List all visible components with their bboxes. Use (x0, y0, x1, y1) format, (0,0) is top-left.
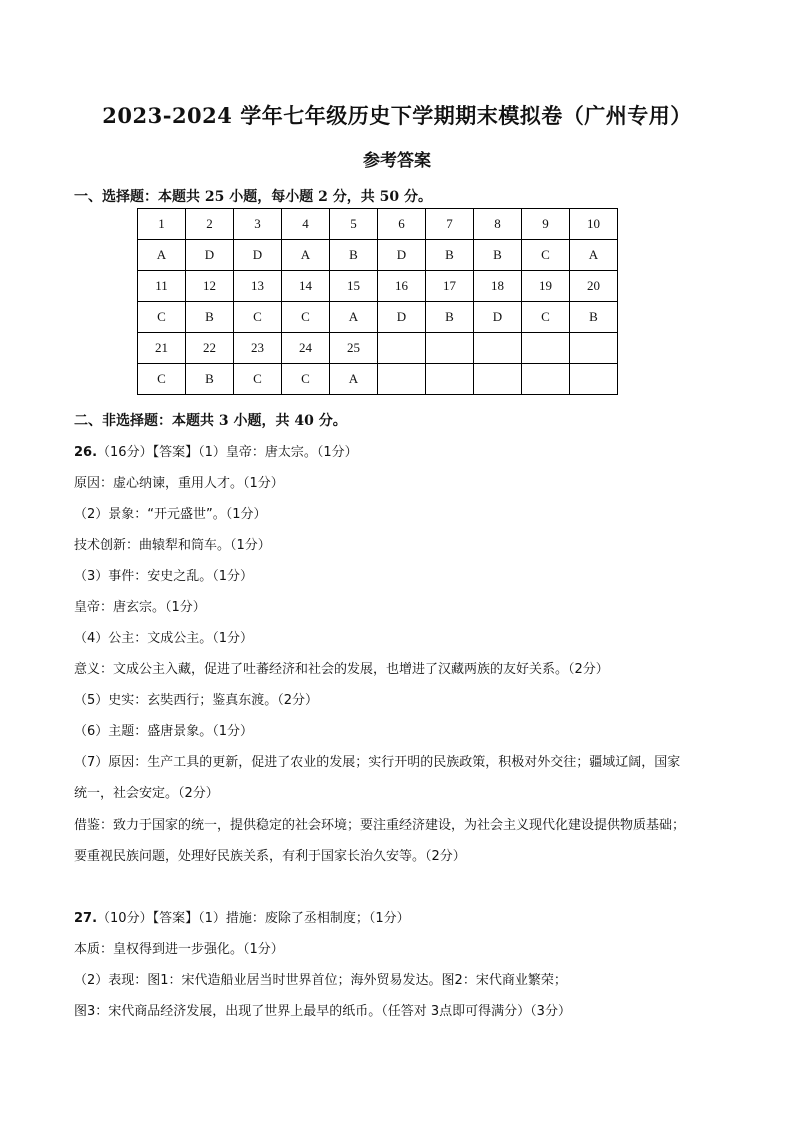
answer-letter-cell: A (570, 240, 618, 271)
q26-number: 26. (74, 445, 98, 460)
q26-answer-line: （7）原因：生产工具的更新，促进了农业的发展；实行开明的民族政策，积极对外交往；疆域辽阔，国家 (74, 755, 681, 770)
question-number-row (138, 333, 618, 364)
q27-answer-line: 本质：皇权得到进一步强化。（1分） (74, 942, 284, 957)
question-number-row (138, 209, 618, 240)
question-number-cell: 2 (186, 209, 234, 240)
q26-answer-line: （3）事件：安史之乱。（1分） (74, 569, 254, 584)
question-number-cell: 12 (186, 271, 234, 302)
question-number-cell: 21 (138, 333, 186, 364)
question-number-cell: 23 (234, 333, 282, 364)
q26-answer-line: （5）史实：玄奘西行；鉴真东渡。（2分） (74, 693, 319, 708)
question-number-cell: 22 (186, 333, 234, 364)
question-number-cell: 1 (138, 209, 186, 240)
question-number-cell: 8 (474, 209, 522, 240)
section-multiple-choice-heading: 一、选择题：本题共 25 小题，每小题 2 分，共 50 分。 (74, 189, 432, 205)
question-number-cell (378, 333, 426, 364)
question-number-cell: 17 (426, 271, 474, 302)
question-number-row (138, 271, 618, 302)
question-number-cell: 18 (474, 271, 522, 302)
answer-letter-cell: C (282, 364, 330, 395)
answer-letter-cell: C (282, 302, 330, 333)
question-number-cell: 9 (522, 209, 570, 240)
answer-letter-cell: B (474, 240, 522, 271)
answer-letter-cell: C (234, 302, 282, 333)
answer-letter-cell: C (522, 240, 570, 271)
question-number-cell: 13 (234, 271, 282, 302)
q26-answer-line: 原因：虚心纳谏，重用人才。（1分） (74, 476, 284, 491)
question-number-cell: 7 (426, 209, 474, 240)
q26-heading (74, 441, 358, 460)
question-number-cell: 4 (282, 209, 330, 240)
question-number-cell: 15 (330, 271, 378, 302)
answer-letter-cell: C (138, 302, 186, 333)
question-number-cell: 25 (330, 333, 378, 364)
answer-letter-cell: C (234, 364, 282, 395)
answer-letter-cell: D (186, 240, 234, 271)
q26-answer-line: （4）公主：文成公主。（1分） (74, 631, 254, 646)
q27-heading (74, 907, 410, 926)
q27-first-answer: （10分）【答案】（1）措施：废除了丞相制度；（1分） (97, 911, 410, 926)
question-number-cell (474, 333, 522, 364)
answer-letter-cell (522, 364, 570, 395)
question-number-cell: 16 (378, 271, 426, 302)
answer-letter-cell: D (474, 302, 522, 333)
q26-answer-line: （6）主题：盛唐景象。（1分） (74, 724, 254, 739)
page-title: 2023-2024 学年七年级历史下学期期末模拟卷（广州专用） (102, 103, 692, 128)
q26-answer-line: （2）景象：“开元盛世”。（1分） (74, 507, 267, 522)
answer-letter-cell: B (570, 302, 618, 333)
answer-letter-cell: B (330, 240, 378, 271)
answer-letter-cell: A (330, 364, 378, 395)
question-number-cell: 14 (282, 271, 330, 302)
answer-letter-row (138, 302, 618, 333)
answer-letter-cell: C (522, 302, 570, 333)
q26-answer-line: 要重视民族问题，处理好民族关系，有利于国家长治久安等。（2分） (74, 849, 466, 864)
question-number-cell: 24 (282, 333, 330, 364)
question-number-cell: 5 (330, 209, 378, 240)
question-number-cell: 20 (570, 271, 618, 302)
q27-answer-line: 图3：宋代商品经济发展，出现了世界上最早的纸币。（任答对 3点即可得满分）（3分） (74, 1004, 571, 1019)
answer-letter-cell: D (378, 302, 426, 333)
q26-answer-line: 技术创新：曲辕犁和筒车。（1分） (74, 538, 271, 553)
answer-letter-cell (378, 364, 426, 395)
answer-letter-row (138, 364, 618, 395)
answer-letter-row (138, 240, 618, 271)
question-number-cell (522, 333, 570, 364)
question-number-cell (426, 333, 474, 364)
answer-letter-cell (426, 364, 474, 395)
question-number-cell: 11 (138, 271, 186, 302)
question-number-cell (570, 333, 618, 364)
answer-letter-cell (474, 364, 522, 395)
answer-letter-cell: D (378, 240, 426, 271)
answer-letter-cell: B (426, 240, 474, 271)
answer-letter-cell: D (234, 240, 282, 271)
q26-answer-line: 意义：文成公主入藏，促进了吐蕃经济和社会的发展，也增进了汉藏两族的友好关系。（2分） (74, 662, 609, 677)
q26-answer-line: 借鉴：致力于国家的统一，提供稳定的社会环境；要注重经济建设，为社会主义现代化建设提供物质基础； (74, 818, 686, 833)
answer-letter-cell: A (138, 240, 186, 271)
q26-first-answer: （16分）【答案】（1）皇帝：唐太宗。（1分） (97, 445, 358, 460)
question-number-cell: 3 (234, 209, 282, 240)
answer-letter-cell: B (426, 302, 474, 333)
answer-letter-cell: C (138, 364, 186, 395)
question-number-cell: 10 (570, 209, 618, 240)
answer-letter-cell: A (282, 240, 330, 271)
answer-letter-cell (570, 364, 618, 395)
answer-letter-cell: B (186, 302, 234, 333)
q27-answer-line: （2）表现：图1：宋代造船业居当时世界首位；海外贸易发达。图2：宋代商业繁荣； (74, 973, 567, 988)
answer-letter-cell: B (186, 364, 234, 395)
q26-answer-line: 皇帝：唐玄宗。（1分） (74, 600, 206, 615)
question-number-cell: 19 (522, 271, 570, 302)
section-open-questions-heading: 二、非选择题：本题共 3 小题，共 40 分。 (74, 413, 347, 429)
answer-key-table (137, 208, 618, 395)
answer-letter-cell: A (330, 302, 378, 333)
q27-number: 27. (74, 911, 98, 926)
question-number-cell: 6 (378, 209, 426, 240)
page-subtitle: 参考答案 (363, 151, 431, 171)
q26-answer-line: 统一，社会安定。（2分） (74, 786, 219, 801)
